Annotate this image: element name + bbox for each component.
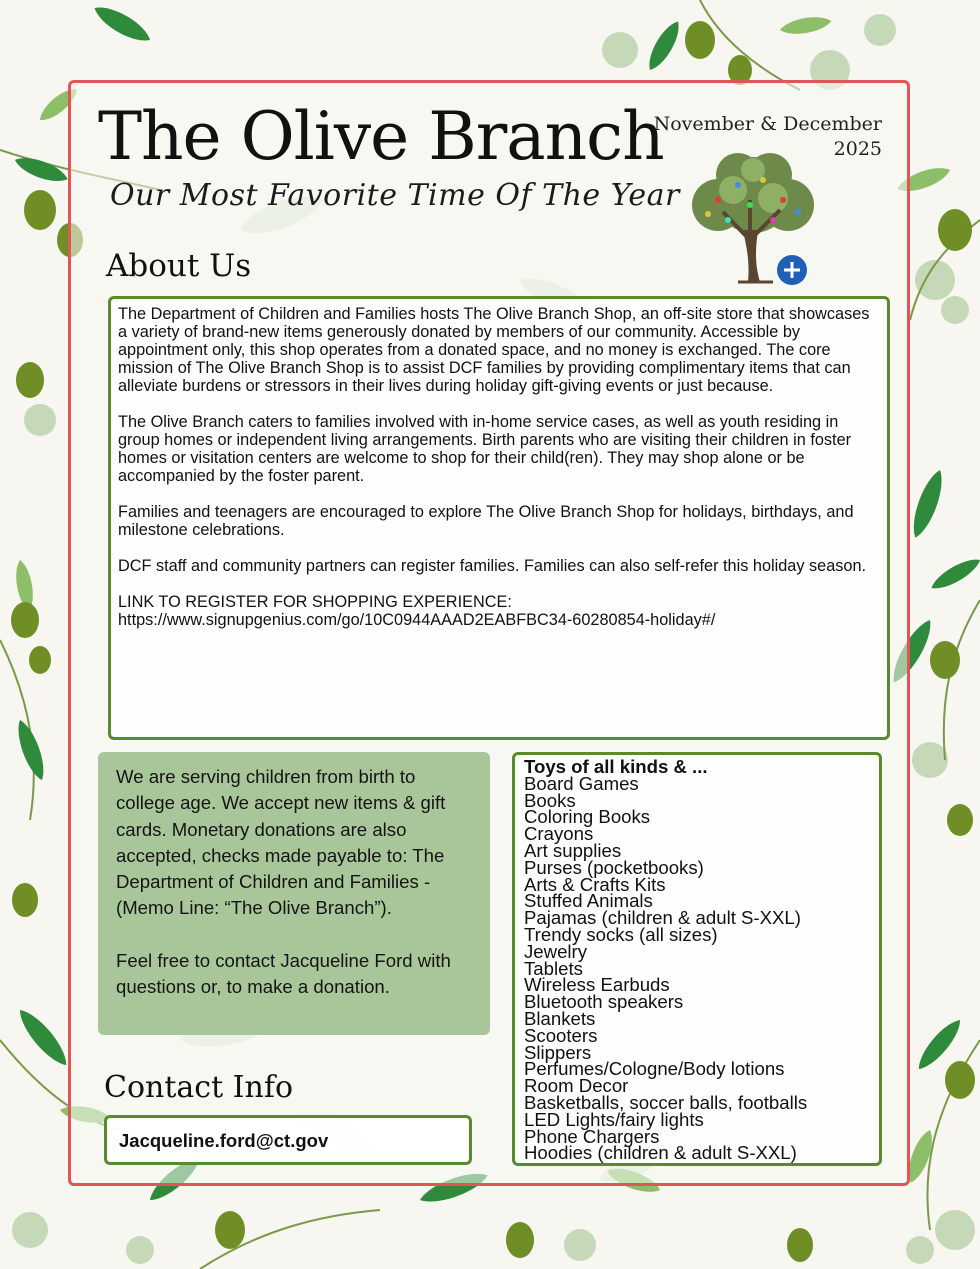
- list-item: Stuffed Animals: [524, 890, 653, 912]
- list-item: Scooters: [524, 1024, 598, 1046]
- list-item: Pajamas (children & adult S-XXL): [524, 907, 801, 929]
- about-paragraph: The Department of Children and Families hosts The Olive Branch Shop, an off-site store that showcases a variety of brand-new items generously donated by members of our community. Accessible by appointment only, this shop operates from a donated space, and no money is exchanged. The core mission of The Olive Branch Shop is to assist DCF families by providing complimentary items that can alleviate burdens or stressors in their lives during holiday gift-giving events or just because.: [118, 305, 870, 395]
- list-item: LED Lights/fairy lights: [524, 1108, 704, 1130]
- list-item: Purses (pocketbooks): [524, 856, 704, 878]
- date-year: 2025: [833, 137, 882, 160]
- toys-heading: Toys of all kinds & ...: [524, 756, 708, 777]
- list-item: Basketballs, soccer balls, footballs: [524, 1091, 808, 1113]
- donations-box: [98, 752, 490, 1035]
- list-item: Tablets: [524, 957, 583, 979]
- list-item: Board Games: [524, 772, 639, 794]
- list-item: Blankets: [524, 1007, 596, 1029]
- list-item: Crayons: [524, 823, 594, 845]
- list-item: Arts & Crafts Kits: [524, 873, 666, 895]
- contact-prompt-text: Feel free to contact Jacqueline Ford with questions or, to make a donation.: [116, 949, 451, 998]
- list-item: Coloring Books: [524, 806, 651, 828]
- list-item: Books: [524, 789, 576, 811]
- page-title: The Olive Branch: [98, 98, 664, 175]
- about-us-heading: About Us: [106, 248, 252, 284]
- list-item: Trendy socks (all sizes): [524, 923, 718, 945]
- donations-text: We are serving children from birth to college age. We accept new items & gift cards. Monetary donations are also accepted, checks made payable to: The Department of Children and Families - (Memo Line: “The Olive Branch”).: [116, 766, 446, 919]
- about-paragraph: Families and teenagers are encouraged to explore The Olive Branch Shop for holidays, birthdays, and milestone celebrations.: [118, 503, 854, 539]
- list-item: Room Decor: [524, 1075, 629, 1097]
- register-link-label: LINK TO REGISTER FOR SHOPPING EXPERIENCE:: [118, 593, 512, 611]
- list-item: Wireless Earbuds: [524, 974, 670, 996]
- contact-info-heading: Contact Info: [104, 1070, 294, 1105]
- about-us-box: [108, 296, 890, 740]
- register-link[interactable]: https://www.signupgenius.com/go/10C0944AAAD2EABFBC34-60280854-holiday#/: [118, 611, 716, 629]
- date-months: November & December: [653, 113, 882, 135]
- list-item: Art supplies: [524, 839, 622, 861]
- page-subtitle: Our Most Favorite Time Of The Year: [110, 178, 680, 213]
- list-item: Bluetooth speakers: [524, 991, 684, 1013]
- toys-list: [524, 772, 873, 1164]
- list-item: Perfumes/Cologne/Body lotions: [524, 1058, 785, 1080]
- list-item: Phone Chargers: [524, 1125, 660, 1147]
- contact-email-link[interactable]: Jacqueline.ford@ct.gov: [119, 1130, 329, 1151]
- about-paragraph: The Olive Branch caters to families involved with in-home service cases, as well as youth residing in group homes or independent living arrangements. Birth parents who are visiting their children in foster homes or visitation centers are welcome to shop for their child(ren). They may shop alone or be accompanied by the foster parent.: [118, 413, 852, 485]
- olive-tree-illustration: [688, 150, 818, 290]
- list-item: Hoodies (children & adult S-XXL): [524, 1142, 797, 1164]
- list-item: Slippers: [524, 1041, 592, 1063]
- list-item: Jewelry: [524, 940, 588, 962]
- toys-list-box: [512, 752, 882, 1166]
- about-paragraph: DCF staff and community partners can register families. Families can also self-refer this holiday season.: [118, 557, 867, 575]
- contact-email-box: [104, 1115, 472, 1165]
